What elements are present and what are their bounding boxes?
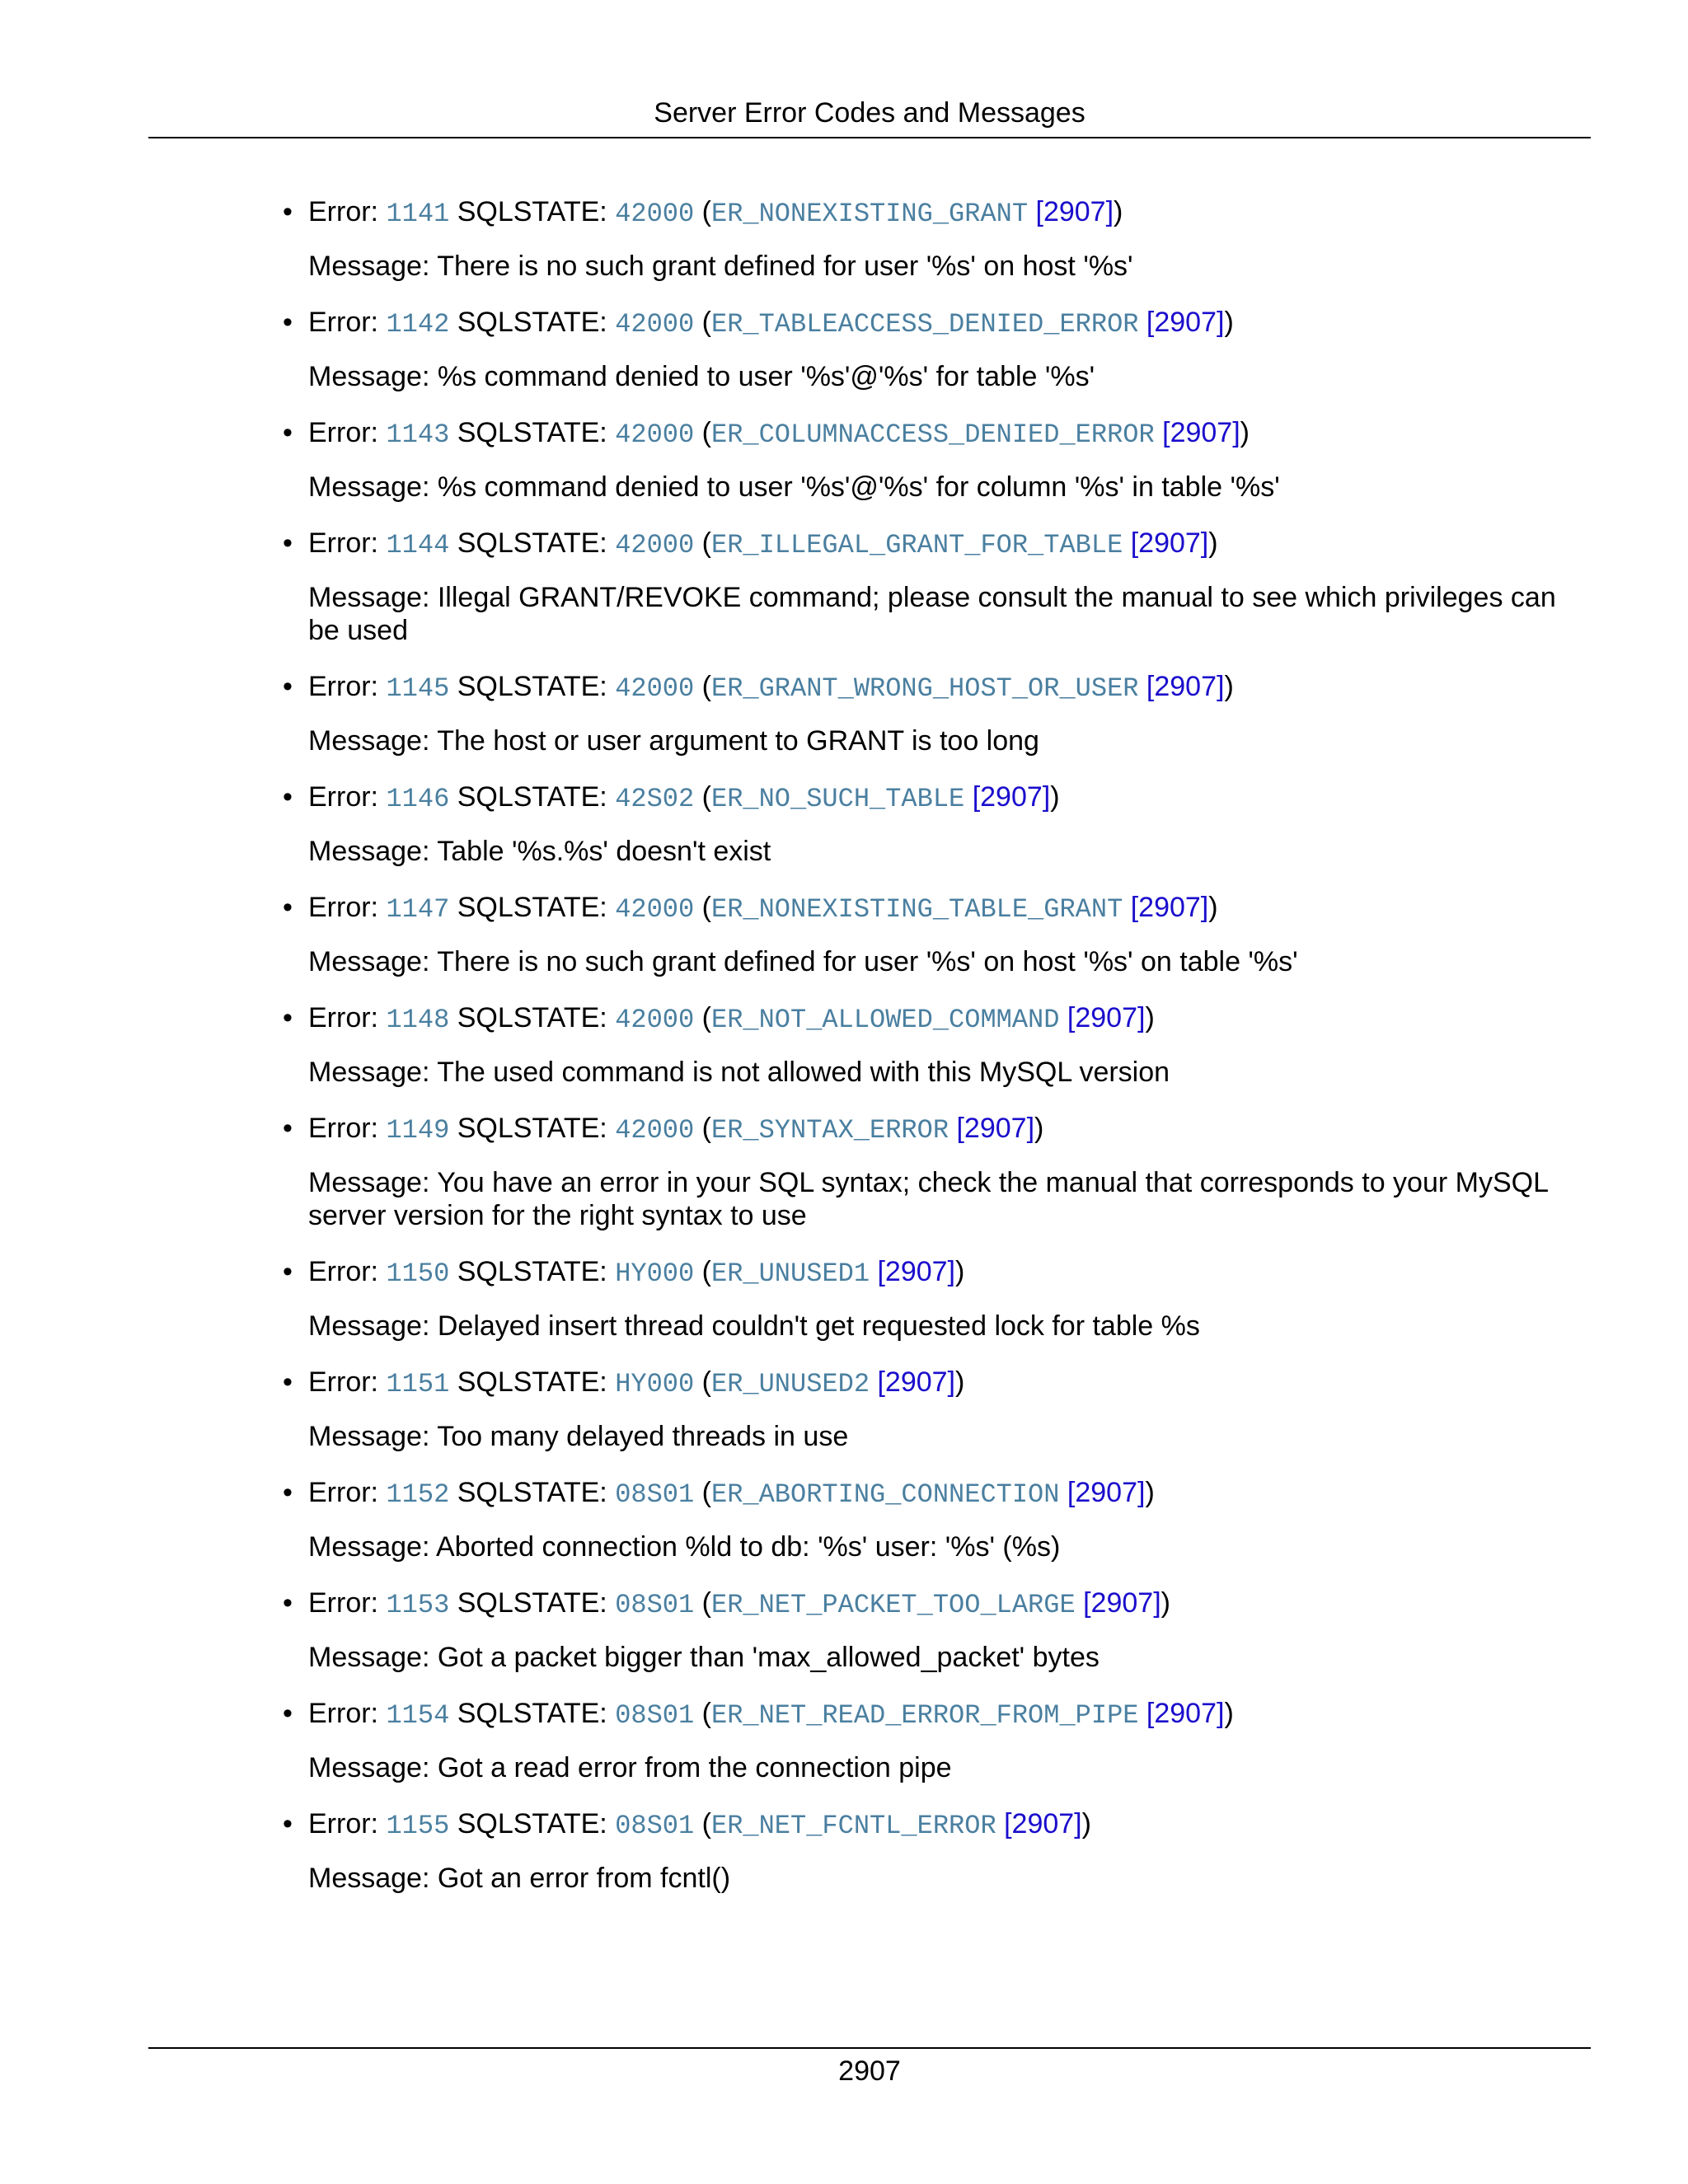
- page-link[interactable]: [2907]: [1146, 307, 1225, 338]
- page-link[interactable]: [2907]: [877, 1366, 955, 1398]
- error-code: 1145: [386, 673, 450, 704]
- bullet-icon: •: [283, 892, 293, 923]
- sqlstate-label: SQLSTATE:: [457, 1477, 607, 1508]
- message-text: Table '%s.%s' doesn't exist: [437, 836, 771, 867]
- error-label: Error:: [308, 671, 378, 702]
- error-message: [308, 471, 1586, 504]
- page-header: Server Error Codes and Messages: [654, 97, 1085, 129]
- close-paren: ): [1114, 196, 1123, 227]
- error-symbol: ER_NOT_ALLOWED_COMMAND: [710, 1005, 1060, 1035]
- sqlstate-value: 42000: [615, 419, 695, 450]
- error-label: Error:: [308, 1002, 378, 1033]
- message-text: There is no such grant defined for user '%s' on host '%s' on table '%s': [437, 946, 1298, 977]
- open-paren: (: [701, 781, 711, 813]
- close-paren: ): [1208, 527, 1218, 559]
- page-link[interactable]: [2907]: [956, 1113, 1035, 1144]
- sqlstate-label: SQLSTATE:: [457, 1698, 607, 1729]
- open-paren: (: [701, 196, 711, 227]
- error-heading: [308, 1807, 1091, 1844]
- page-number: 2907: [838, 2055, 901, 2087]
- error-code: 1151: [386, 1369, 450, 1399]
- sqlstate-value: 42000: [615, 1115, 695, 1146]
- bullet-icon: •: [283, 1477, 293, 1508]
- page-link[interactable]: [2907]: [1146, 1698, 1225, 1729]
- sqlstate-value: 42000: [615, 199, 695, 229]
- page-link[interactable]: [2907]: [1067, 1477, 1146, 1508]
- message-text: Got an error from fcntl(): [437, 1863, 731, 1894]
- message-label: Message:: [308, 1057, 430, 1088]
- sqlstate-label: SQLSTATE:: [457, 1366, 607, 1398]
- error-code: 1143: [386, 419, 450, 450]
- message-text: Got a packet bigger than 'max_allowed_packet' bytes: [437, 1642, 1100, 1673]
- page-link[interactable]: [2907]: [877, 1256, 955, 1287]
- error-heading: [308, 526, 1218, 563]
- close-paren: ): [955, 1366, 965, 1398]
- error-label: Error:: [308, 892, 378, 923]
- bullet-icon: •: [283, 781, 293, 813]
- sqlstate-label: SQLSTATE:: [457, 1808, 607, 1840]
- error-label: Error:: [308, 527, 378, 559]
- message-text: %s command denied to user '%s'@'%s' for table '%s': [437, 361, 1095, 392]
- error-message: [308, 1166, 1586, 1232]
- sqlstate-value: HY000: [615, 1258, 695, 1289]
- message-label: Message:: [308, 1167, 430, 1198]
- sqlstate-value: 42000: [615, 530, 695, 560]
- error-code: 1155: [386, 1811, 450, 1841]
- close-paren: ): [1224, 307, 1234, 338]
- sqlstate-value: 08S01: [615, 1811, 695, 1841]
- error-code: 1142: [386, 309, 450, 340]
- message-label: Message:: [308, 471, 430, 503]
- error-code: 1150: [386, 1258, 450, 1289]
- open-paren: (: [701, 1698, 711, 1729]
- sqlstate-label: SQLSTATE:: [457, 527, 607, 559]
- bullet-icon: •: [283, 196, 293, 227]
- bullet-icon: •: [283, 1587, 293, 1619]
- open-paren: (: [701, 1256, 711, 1287]
- error-code: 1146: [386, 784, 450, 814]
- error-message: [308, 1056, 1586, 1089]
- sqlstate-value: HY000: [615, 1369, 695, 1399]
- sqlstate-value: 08S01: [615, 1590, 695, 1620]
- message-label: Message:: [308, 251, 430, 282]
- open-paren: (: [701, 417, 711, 448]
- page-link[interactable]: [2907]: [1083, 1587, 1161, 1619]
- error-message: [308, 1530, 1586, 1563]
- sqlstate-value: 42S02: [615, 784, 695, 814]
- error-message: [308, 581, 1586, 647]
- page-link[interactable]: [2907]: [1130, 892, 1209, 923]
- bullet-icon: •: [283, 671, 293, 702]
- page-link[interactable]: [2907]: [1035, 196, 1114, 227]
- message-label: Message:: [308, 836, 430, 867]
- error-symbol: ER_SYNTAX_ERROR: [710, 1115, 950, 1146]
- error-label: Error:: [308, 1477, 378, 1508]
- error-symbol: ER_NET_PACKET_TOO_LARGE: [710, 1590, 1076, 1620]
- message-label: Message:: [308, 1863, 430, 1894]
- page-link[interactable]: [2907]: [1130, 527, 1209, 559]
- error-label: Error:: [308, 1256, 378, 1287]
- sqlstate-label: SQLSTATE:: [457, 1113, 607, 1144]
- message-label: Message:: [308, 361, 430, 392]
- error-label: Error:: [308, 196, 378, 227]
- close-paren: ): [1160, 1587, 1170, 1619]
- message-text: Delayed insert thread couldn't get requested lock for table %s: [437, 1310, 1200, 1342]
- close-paren: ): [1145, 1477, 1155, 1508]
- error-code: 1147: [386, 894, 450, 925]
- footer-divider: [148, 2047, 1591, 2049]
- page-link[interactable]: [2907]: [1162, 417, 1240, 448]
- error-message: [308, 724, 1586, 757]
- error-label: Error:: [308, 1808, 378, 1840]
- open-paren: (: [701, 892, 711, 923]
- error-message: [308, 835, 1586, 868]
- open-paren: (: [701, 307, 711, 338]
- error-message: [308, 1310, 1586, 1343]
- error-label: Error:: [308, 1587, 378, 1619]
- message-label: Message:: [308, 1642, 430, 1673]
- page-link[interactable]: [2907]: [1004, 1808, 1082, 1840]
- error-heading: [308, 1001, 1155, 1038]
- sqlstate-label: SQLSTATE:: [457, 307, 607, 338]
- error-heading: [308, 1475, 1155, 1512]
- error-code: 1154: [386, 1700, 450, 1731]
- error-symbol: ER_NONEXISTING_TABLE_GRANT: [710, 894, 1123, 925]
- error-code: 1148: [386, 1005, 450, 1035]
- error-heading: [308, 1365, 964, 1402]
- error-message: [308, 1751, 1586, 1784]
- error-message: [308, 360, 1586, 393]
- bullet-icon: •: [283, 417, 293, 448]
- error-symbol: ER_COLUMNACCESS_DENIED_ERROR: [710, 419, 1155, 450]
- sqlstate-label: SQLSTATE:: [457, 417, 607, 448]
- error-code: 1149: [386, 1115, 450, 1146]
- close-paren: ): [1224, 671, 1234, 702]
- bullet-icon: •: [283, 527, 293, 559]
- error-heading: [308, 1254, 964, 1291]
- error-heading: [308, 194, 1123, 232]
- sqlstate-label: SQLSTATE:: [457, 1256, 607, 1287]
- bullet-icon: •: [283, 1256, 293, 1287]
- error-symbol: ER_UNUSED1: [710, 1258, 870, 1289]
- message-label: Message:: [308, 1752, 430, 1783]
- message-label: Message:: [308, 582, 430, 613]
- open-paren: (: [701, 527, 711, 559]
- message-text: %s command denied to user '%s'@'%s' for column '%s' in table '%s': [437, 471, 1280, 503]
- error-label: Error:: [308, 417, 378, 448]
- open-paren: (: [701, 1113, 711, 1144]
- message-label: Message:: [308, 946, 430, 977]
- sqlstate-value: 42000: [615, 894, 695, 925]
- error-symbol: ER_GRANT_WRONG_HOST_OR_USER: [710, 673, 1139, 704]
- error-message: [308, 250, 1586, 283]
- open-paren: (: [701, 1808, 711, 1840]
- bullet-icon: •: [283, 1698, 293, 1729]
- open-paren: (: [701, 671, 711, 702]
- error-message: [308, 1862, 1586, 1895]
- close-paren: ): [1034, 1113, 1044, 1144]
- sqlstate-label: SQLSTATE:: [457, 892, 607, 923]
- sqlstate-value: 42000: [615, 1005, 695, 1035]
- error-label: Error:: [308, 1366, 378, 1398]
- error-heading: [308, 1586, 1170, 1623]
- sqlstate-label: SQLSTATE:: [457, 1002, 607, 1033]
- sqlstate-value: 42000: [615, 673, 695, 704]
- sqlstate-value: 42000: [615, 309, 695, 340]
- sqlstate-label: SQLSTATE:: [457, 781, 607, 813]
- error-heading: [308, 890, 1218, 927]
- bullet-icon: •: [283, 307, 293, 338]
- error-message: [308, 1420, 1586, 1453]
- sqlstate-value: 08S01: [615, 1700, 695, 1731]
- sqlstate-value: 08S01: [615, 1479, 695, 1510]
- error-code: 1153: [386, 1590, 450, 1620]
- error-symbol: ER_TABLEACCESS_DENIED_ERROR: [710, 309, 1139, 340]
- close-paren: ): [1145, 1002, 1155, 1033]
- sqlstate-label: SQLSTATE:: [457, 196, 607, 227]
- error-message: [308, 1641, 1586, 1674]
- bullet-icon: •: [283, 1366, 293, 1398]
- open-paren: (: [701, 1366, 711, 1398]
- error-symbol: ER_NET_READ_ERROR_FROM_PIPE: [710, 1700, 1139, 1731]
- error-label: Error:: [308, 1113, 378, 1144]
- error-heading: [308, 669, 1234, 706]
- error-symbol: ER_NO_SUCH_TABLE: [710, 784, 965, 814]
- sqlstate-label: SQLSTATE:: [457, 1587, 607, 1619]
- page-link[interactable]: [2907]: [1146, 671, 1225, 702]
- page-link[interactable]: [2907]: [972, 781, 1051, 813]
- close-paren: ): [1208, 892, 1218, 923]
- error-heading: [308, 1111, 1043, 1148]
- message-label: Message:: [308, 1421, 430, 1452]
- message-text: You have an error in your SQL syntax; check the manual that corresponds to your MySQL server version for the right syntax to use: [308, 1167, 1548, 1231]
- bullet-icon: •: [283, 1113, 293, 1144]
- message-label: Message:: [308, 1310, 430, 1342]
- close-paren: ): [955, 1256, 965, 1287]
- message-text: Got a read error from the connection pipe: [437, 1752, 952, 1783]
- sqlstate-label: SQLSTATE:: [457, 671, 607, 702]
- error-heading: [308, 1696, 1234, 1733]
- error-symbol: ER_ILLEGAL_GRANT_FOR_TABLE: [710, 530, 1123, 560]
- message-text: Illegal GRANT/REVOKE command; please consult the manual to see which privileges can be used: [308, 582, 1556, 646]
- message-label: Message:: [308, 725, 430, 757]
- message-text: The host or user argument to GRANT is too long: [437, 725, 1039, 757]
- error-symbol: ER_ABORTING_CONNECTION: [710, 1479, 1060, 1510]
- error-code: 1141: [386, 199, 450, 229]
- error-symbol: ER_NONEXISTING_GRANT: [710, 199, 1029, 229]
- message-text: Too many delayed threads in use: [437, 1421, 849, 1452]
- close-paren: ): [1081, 1808, 1091, 1840]
- error-symbol: ER_UNUSED2: [710, 1369, 870, 1399]
- error-heading: [308, 415, 1250, 452]
- message-text: There is no such grant defined for user '%s' on host '%s': [437, 251, 1133, 282]
- error-heading: [308, 305, 1234, 342]
- message-text: The used command is not allowed with this MySQL version: [437, 1057, 1170, 1088]
- open-paren: (: [701, 1002, 711, 1033]
- error-message: [308, 945, 1586, 978]
- message-text: Aborted connection %ld to db: '%s' user: '%s' (%s): [435, 1531, 1061, 1563]
- close-paren: ): [1240, 417, 1250, 448]
- message-label: Message:: [308, 1531, 430, 1563]
- open-paren: (: [701, 1587, 711, 1619]
- error-code: 1152: [386, 1479, 450, 1510]
- error-heading: [308, 780, 1060, 817]
- close-paren: ): [1224, 1698, 1234, 1729]
- error-label: Error:: [308, 781, 378, 813]
- error-symbol: ER_NET_FCNTL_ERROR: [710, 1811, 996, 1841]
- error-code: 1144: [386, 530, 450, 560]
- close-paren: ): [1050, 781, 1060, 813]
- open-paren: (: [701, 1477, 711, 1508]
- page-link[interactable]: [2907]: [1067, 1002, 1146, 1033]
- error-label: Error:: [308, 307, 378, 338]
- error-label: Error:: [308, 1698, 378, 1729]
- bullet-icon: •: [283, 1002, 293, 1033]
- bullet-icon: •: [283, 1808, 293, 1840]
